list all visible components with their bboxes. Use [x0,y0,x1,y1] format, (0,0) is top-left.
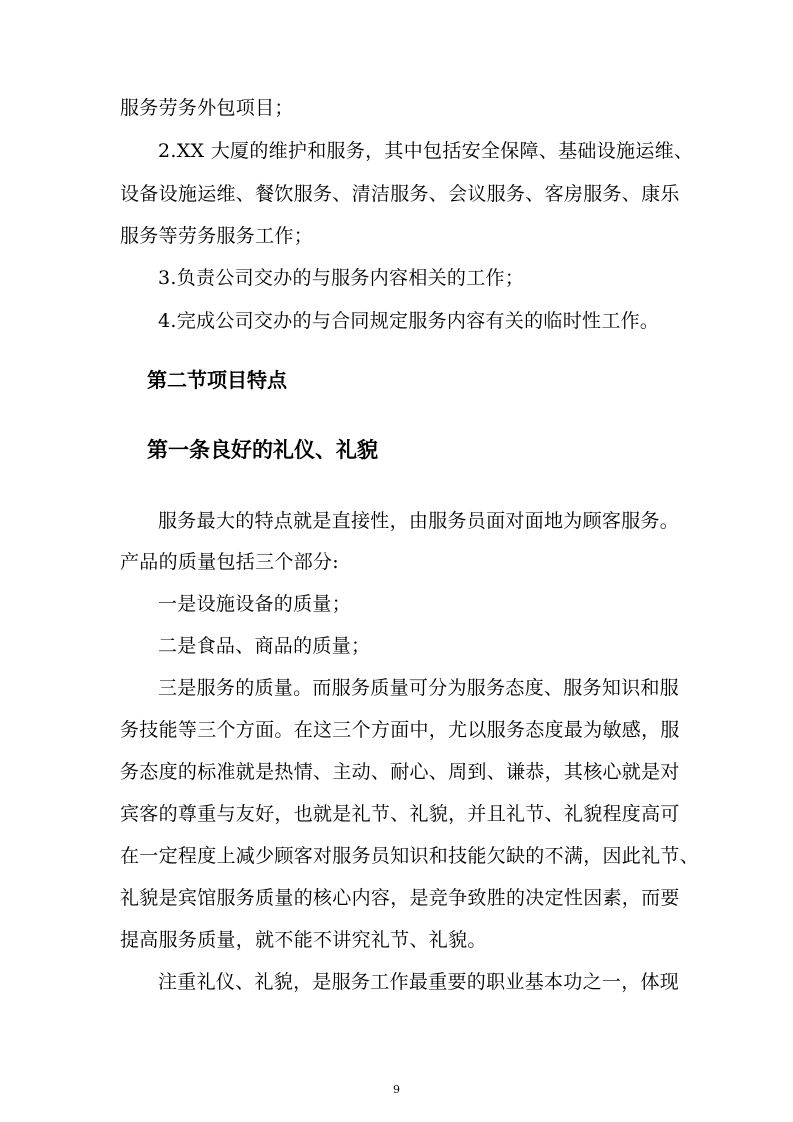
text-line: 设备设施运维、餐饮服务、清洁服务、会议服务、客房服务、康乐 [120,183,680,205]
text-line: 服务最大的特点就是直接性，由服务员面对面地为顾客服务。 [158,510,680,532]
text-line: 产品的质量包括三个部分: [120,551,340,573]
section-heading: 第二节项目特点 [147,368,287,392]
text-line: 务技能等三个方面。在这三个方面中，尤以服务态度最为敏感，服 [120,719,680,741]
text-line: 二是食品、商品的质量； [158,635,371,657]
text-line: 4.完成公司交办的与合同规定服务内容有关的临时性工作。 [158,310,660,332]
article-heading: 第一条良好的礼仪、礼貌 [147,438,378,462]
text-line: 服务劳务外包项目； [120,97,294,119]
text-line: 服务等劳务服务工作； [120,225,314,247]
text-line: 3.负责公司交办的与服务内容相关的工作； [158,267,525,289]
text-line: 务态度的标准就是热情、主动、耐心、周到、谦恭，其核心就是对 [120,761,680,783]
text-line: 提高服务质量，就不能不讲究礼节、礼貌。 [120,929,487,951]
text-line: 2.XX 大厦的维护和服务，其中包括安全保障、基础设施运维、 [158,140,694,162]
text-line: 一是设施设备的质量； [158,593,352,615]
text-line: 宾客的尊重与友好，也就是礼节、礼貌，并且礼节、礼貌程度高可 [120,803,680,825]
page-number: 9 [393,1083,400,1096]
text-line: 注重礼仪、礼貌，是服务工作最重要的职业基本功之一，体现 [158,971,680,993]
text-line: 礼貌是宾馆服务质量的核心内容，是竞争致胜的决定性因素，而要 [120,887,680,909]
text-line: 三是服务的质量。而服务质量可分为服务态度、服务知识和服 [158,677,680,699]
text-line: 在一定程度上减少顾客对服务员知识和技能欠缺的不满，因此礼节、 [120,845,700,867]
